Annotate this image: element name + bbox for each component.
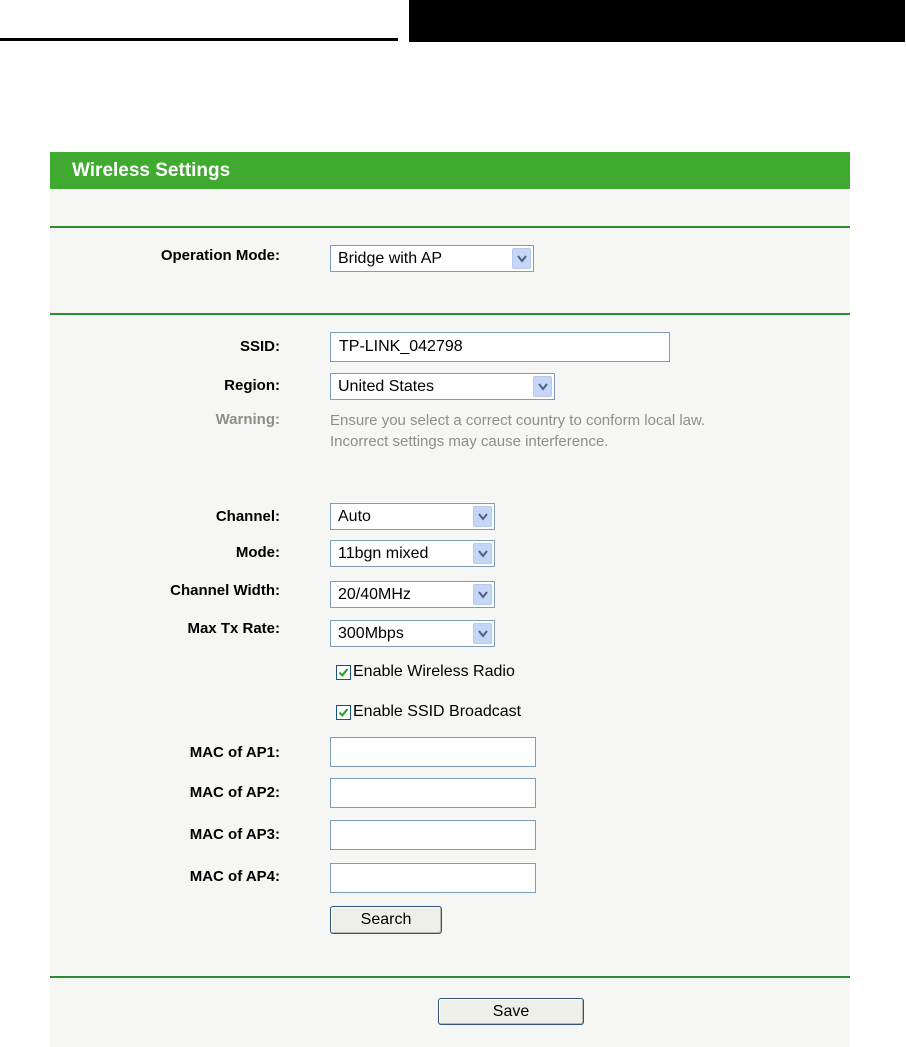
- section-divider: [50, 976, 850, 978]
- enable-ssid-broadcast-checkbox[interactable]: [336, 705, 351, 720]
- channel-value: Auto: [338, 508, 371, 525]
- search-button[interactable]: Search: [330, 906, 442, 934]
- section-divider: [50, 313, 850, 315]
- enable-ssid-broadcast-label: Enable SSID Broadcast: [353, 703, 522, 720]
- chevron-down-icon[interactable]: [473, 506, 492, 527]
- warning-label: Warning:: [215, 411, 280, 428]
- mac-ap4-input[interactable]: [330, 863, 536, 893]
- region-select[interactable]: [330, 373, 555, 400]
- warning-line-1: Ensure you select a correct country to conform local law.: [330, 412, 706, 429]
- mac-ap1-input[interactable]: [330, 737, 536, 767]
- wireless-settings-panel: [50, 152, 850, 1047]
- ssid-label: SSID:: [239, 338, 280, 355]
- max-tx-rate-label: Max Tx Rate:: [187, 620, 280, 637]
- chevron-down-icon[interactable]: [533, 376, 552, 397]
- operation-mode-value: Bridge with AP: [338, 250, 443, 267]
- channel-select[interactable]: [330, 503, 495, 530]
- header-bar: [409, 0, 905, 42]
- mac-ap2-label: MAC of AP2:: [189, 784, 280, 801]
- checkmark-icon: [338, 707, 349, 718]
- mode-label: Mode:: [235, 544, 280, 561]
- mac-ap3-input[interactable]: [330, 820, 536, 850]
- channel-width-label: Channel Width:: [170, 582, 280, 599]
- save-button[interactable]: Save: [438, 998, 584, 1025]
- section-divider: [50, 226, 850, 228]
- chevron-down-icon[interactable]: [473, 543, 492, 564]
- ssid-input[interactable]: TP-LINK_042798: [330, 332, 670, 362]
- region-label: Region:: [224, 377, 280, 394]
- mac-ap2-input[interactable]: [330, 778, 536, 808]
- header-rule: [0, 38, 398, 41]
- max-tx-rate-select[interactable]: [330, 620, 495, 647]
- mode-select[interactable]: [330, 540, 495, 567]
- mode-value: 11bgn mixed: [338, 545, 429, 562]
- enable-wireless-radio-label: Enable Wireless Radio: [353, 663, 515, 680]
- warning-text: [330, 410, 830, 452]
- mac-ap3-label: MAC of AP3:: [189, 826, 280, 843]
- enable-wireless-radio-checkbox[interactable]: [336, 665, 351, 680]
- mac-ap4-label: MAC of AP4:: [189, 868, 280, 885]
- checkmark-icon: [338, 667, 349, 678]
- chevron-down-icon[interactable]: [473, 623, 492, 644]
- chevron-down-icon[interactable]: [512, 248, 531, 269]
- mac-ap1-label: MAC of AP1:: [189, 744, 280, 761]
- channel-width-select[interactable]: [330, 581, 495, 608]
- chevron-down-icon[interactable]: [473, 584, 492, 605]
- operation-mode-label: Operation Mode:: [160, 247, 280, 264]
- warning-line-2: Incorrect settings may cause interference.: [330, 433, 609, 450]
- region-value: United States: [338, 378, 435, 395]
- channel-width-value: 20/40MHz: [338, 586, 411, 603]
- panel-title: Wireless Settings: [50, 152, 850, 189]
- max-tx-rate-value: 300Mbps: [338, 625, 404, 642]
- operation-mode-select[interactable]: [330, 245, 534, 272]
- channel-label: Channel:: [215, 508, 280, 525]
